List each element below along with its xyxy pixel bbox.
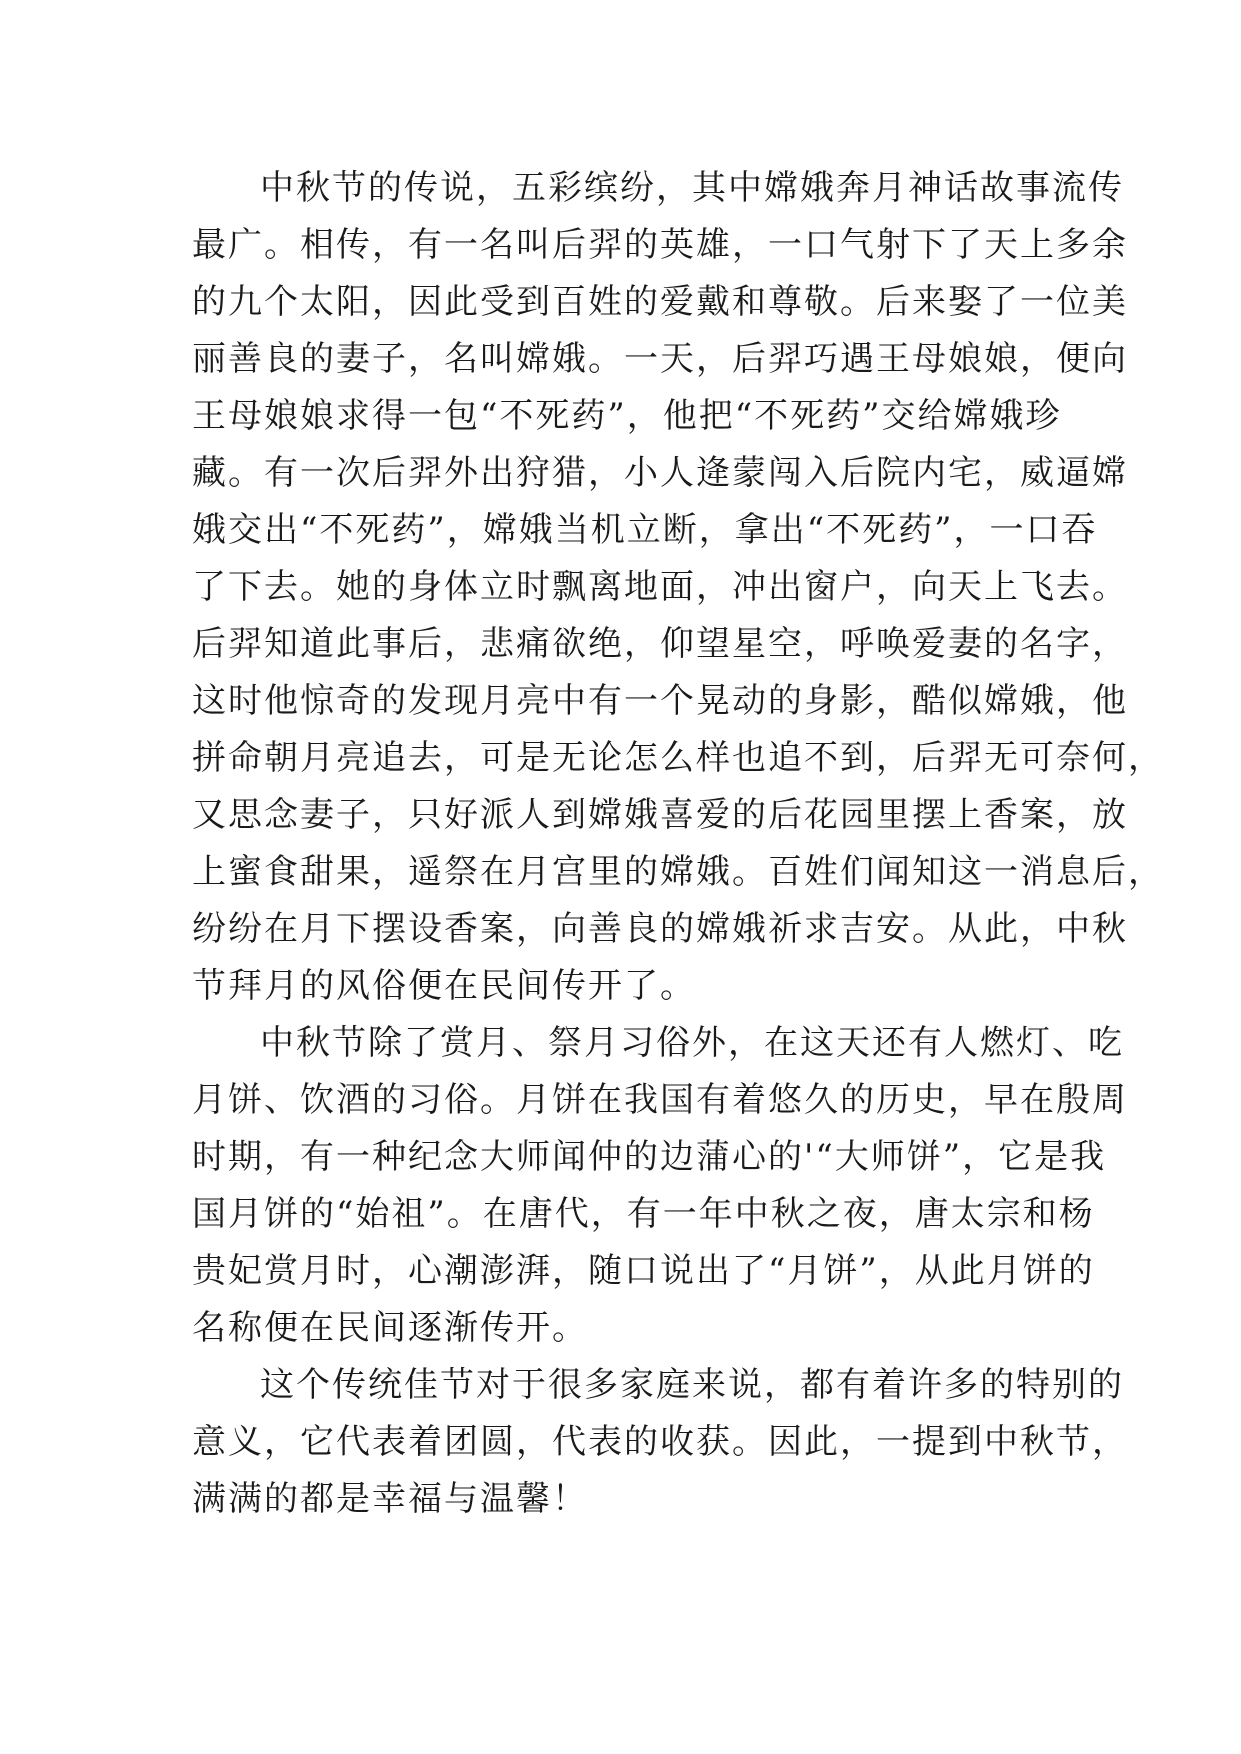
document-body (192, 160, 1164, 1528)
text-line: 这时他惊奇的发现月亮中有一个晃动的身影，酷似嫦娥，他 (192, 681, 1128, 721)
text-line: 节拜月的风俗便在民间传开了。 (192, 966, 696, 1006)
text-line: 拼命朝月亮追去，可是无论怎么样也追不到，后羿无可奈何， (192, 738, 1164, 778)
text-line: 这个传统佳节对于很多家庭来说，都有着许多的特别的 (260, 1365, 1124, 1405)
text-line: 上蜜食甜果，遥祭在月宫里的嫦娥。百姓们闻知这一消息后， (192, 852, 1164, 892)
text-line: 丽善良的妻子，名叫嫦娥。一天，后羿巧遇王母娘娘，便向 (192, 339, 1128, 379)
text-line: 中秋节除了赏月、祭月习俗外，在这天还有人燃灯、吃 (260, 1023, 1124, 1063)
text-line: 最广。相传，有一名叫后羿的英雄，一口气射下了天上多余 (192, 225, 1128, 265)
paragraph-legend (192, 160, 1164, 1015)
text-line: 国月饼的“始祖”。在唐代，有一年中秋之夜，唐太宗和杨 (192, 1194, 1095, 1234)
text-line: 纷纷在月下摆设香案，向善良的嫦娥祈求吉安。从此，中秋 (192, 909, 1128, 949)
text-line: 了下去。她的身体立时飘离地面，冲出窗户，向天上飞去。 (192, 567, 1128, 607)
text-line: 月饼、饮酒的习俗。月饼在我国有着悠久的历史，早在殷周 (192, 1080, 1128, 1120)
text-line: 藏。有一次后羿外出狩猎，小人逄蒙闯入后院内宅，威逼嫦 (192, 453, 1128, 493)
text-line: 贵妃赏月时，心潮澎湃，随口说出了“月饼”，从此月饼的 (192, 1251, 1095, 1291)
paragraph-customs (192, 1015, 1128, 1357)
text-line: 中秋节的传说，五彩缤纷，其中嫦娥奔月神话故事流传 (260, 168, 1124, 208)
text-line: 名称便在民间逐渐传开。 (192, 1308, 588, 1348)
text-line: 娥交出“不死药”，嫦娥当机立断，拿出“不死药”，一口吞 (192, 510, 1098, 550)
text-line: 的九个太阳，因此受到百姓的爱戴和尊敬。后来娶了一位美 (192, 282, 1128, 322)
text-line: 意义，它代表着团圆，代表的收获。因此，一提到中秋节， (192, 1422, 1128, 1462)
text-line: 后羿知道此事后，悲痛欲绝，仰望星空，呼唤爱妻的名字， (192, 624, 1128, 664)
paragraph-meaning (192, 1357, 1128, 1528)
text-line: 王母娘娘求得一包“不死药”，他把“不死药”交给嫦娥珍 (192, 396, 1062, 436)
text-line: 满满的都是幸福与温馨！ (192, 1479, 588, 1519)
text-line: 时期，有一种纪念大师闻仲的边蒲心的'“大师饼”，它是我 (192, 1137, 1107, 1177)
text-line: 又思念妻子，只好派人到嫦娥喜爱的后花园里摆上香案，放 (192, 795, 1128, 835)
